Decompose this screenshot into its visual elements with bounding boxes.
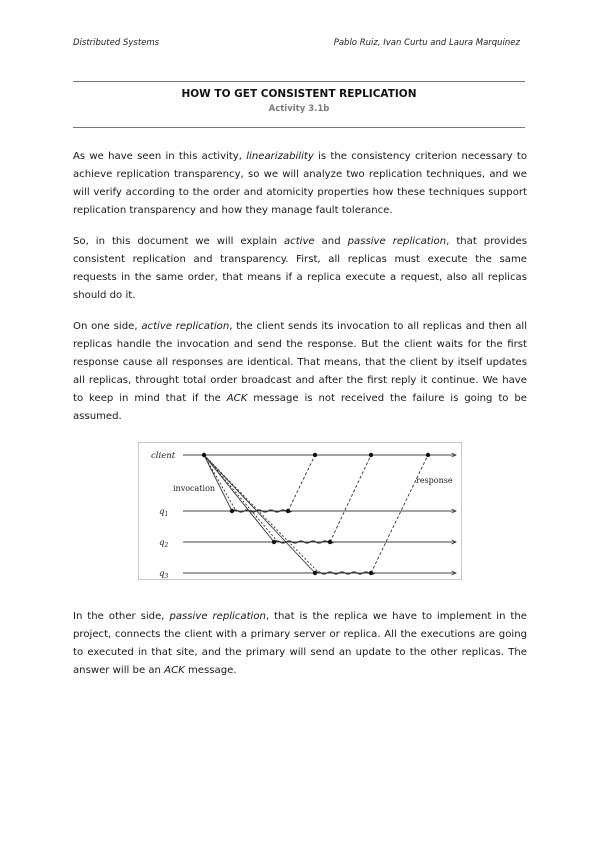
- document-title: HOW TO GET CONSISTENT REPLICATION: [181, 88, 417, 100]
- invocation-label: invocation: [173, 484, 216, 493]
- event-client-send: [202, 453, 206, 457]
- p4-text-a: In the other side,: [73, 611, 170, 622]
- p3-term-ack: ACK: [226, 393, 248, 404]
- p1-text-c: is the consistency criterion necessary to achieve replication transparency, so we will analyze two replication techniques, and we will verify according to the order and atomicity properties how these techniques support replication transparency and how they manage fault tolerance.: [73, 151, 528, 216]
- running-header-right: Pablo Ruiz, Ivan Curtu and Laura Marquinez: [333, 38, 520, 48]
- title-rule-bottom: [73, 127, 525, 128]
- active-replication-diagram: [138, 442, 462, 580]
- paragraph-linearizability: [73, 148, 527, 220]
- event-q3-reply: [369, 571, 373, 575]
- p3-term-active-replication: active replication: [141, 321, 230, 332]
- event-q1-reply: [286, 509, 290, 513]
- event-q1-receive: [230, 509, 234, 513]
- title-rule-top: [73, 81, 525, 82]
- p2-term-active: active: [283, 236, 315, 247]
- q2-label-sub: 2: [164, 542, 169, 549]
- p3-text-e: message is not received the failure is going to be assumed.: [73, 393, 527, 422]
- p3-text-a: On one side,: [73, 321, 142, 332]
- event-client-response-2: [369, 453, 373, 457]
- p1-term-linearizability: linearizability: [246, 151, 314, 162]
- response-label: response: [416, 476, 453, 485]
- p3-text-c: , the client sends its invocation to all replicas and then all replicas handle the invocation and send the response. But the client waits for the first response cause all responses are identical. That means, that the client by itself updates all replicas, throught total order broadcast and after the first reply it continue. We have to keep in mind that if the: [73, 321, 527, 404]
- p2-text-e: , that provides consistent replication and transparency. First, all replicas must execute the same requests in the same order, that means if a replica execute a request, also all replicas should do it.: [73, 236, 527, 301]
- q1-label-sub: 1: [164, 511, 169, 518]
- event-client-response-1: [313, 453, 317, 457]
- q3-label-sub: 3: [164, 573, 169, 580]
- p4-text-c: , that is the replica we have to implement in the project, connects the client with a primary server or replica. All the executions are going to executed in that site, and the primary will send an update to the other replicas. The answer will be an: [73, 611, 527, 676]
- event-q2-reply: [328, 540, 332, 544]
- event-q3-receive: [313, 571, 317, 575]
- running-header-left: Distributed Systems: [73, 38, 160, 48]
- paragraph-overview: [73, 233, 527, 305]
- q1-label-main: q: [159, 507, 165, 517]
- p2-text-c: and: [314, 236, 348, 247]
- p2-text-a: So, in this document we will explain: [73, 236, 284, 247]
- client-label: client: [151, 451, 176, 461]
- paragraph-active-replication: [73, 318, 527, 426]
- p4-term-passive-replication: passive replication: [169, 611, 266, 622]
- event-client-response-3: [426, 453, 430, 457]
- q2-label-main: q: [159, 538, 165, 548]
- p4-term-ack: ACK: [164, 665, 185, 676]
- q3-label-main: q: [159, 569, 165, 579]
- p4-text-e: message.: [184, 665, 237, 676]
- event-q2-receive: [272, 540, 276, 544]
- p2-term-passive: passive replication: [347, 236, 447, 247]
- p1-text-a: As we have seen in this activity,: [73, 151, 247, 162]
- document-subtitle: Activity 3.1b: [268, 104, 330, 114]
- paragraph-passive-replication: [73, 608, 527, 680]
